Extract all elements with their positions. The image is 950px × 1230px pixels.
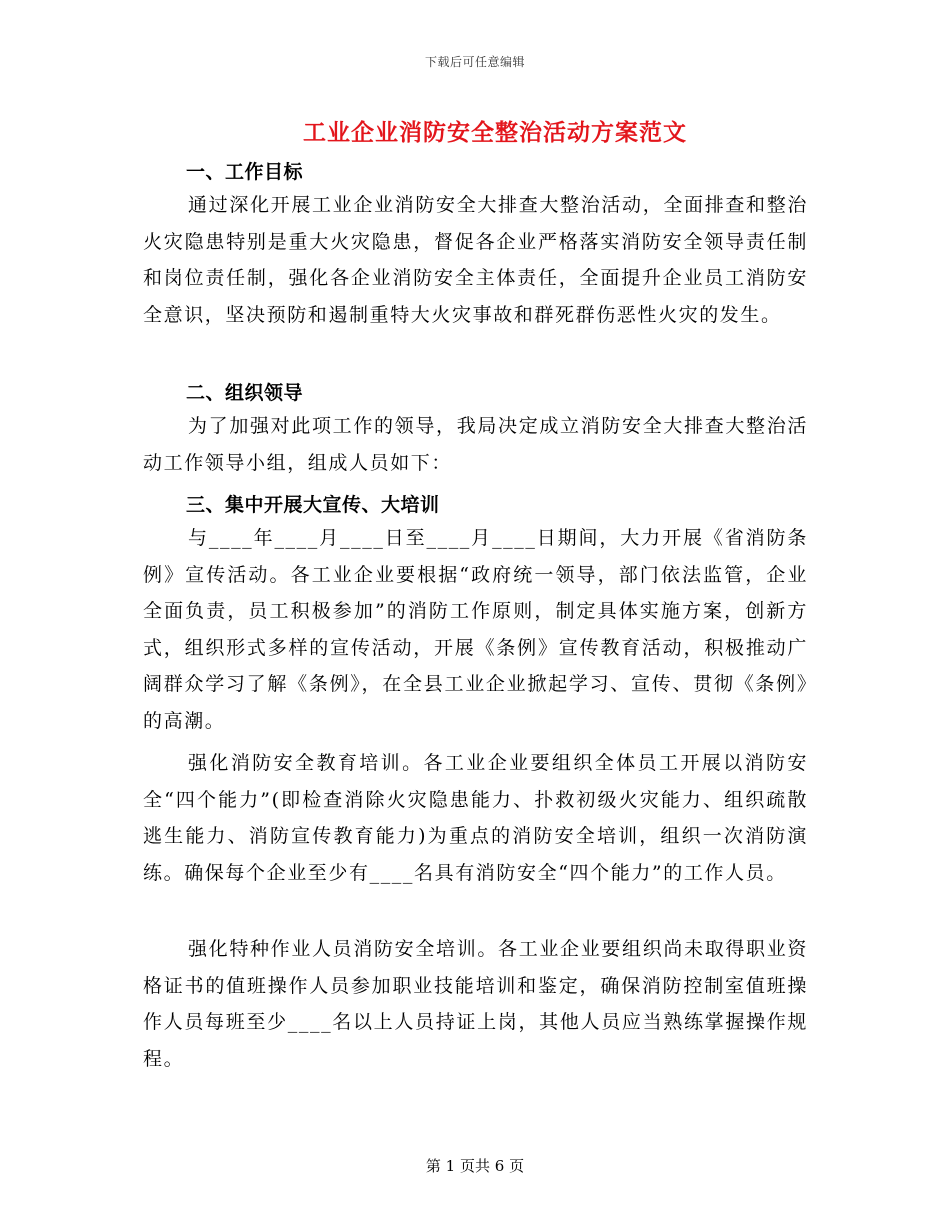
paragraph-special-operators: 强化特种作业人员消防安全培训。各工业企业要组织尚未取得职业资格证书的值班操作人员参加职业技能培训和鉴定，确保消防控制室值班操作人员每班至少____名以上人员持证上岗，其他人员应当熟练掌握操作规程。 — [143, 938, 808, 1070]
section-heading-leadership: 二、组织领导 — [186, 382, 304, 404]
header-note: 下载后可任意编辑 — [424, 55, 525, 69]
section-heading-goals: 一、工作目标 — [186, 161, 304, 183]
paragraph-publicity: 与____年____月____日至____月____日期间，大力开展《省消防条例》宣传活动。各工业企业要根据“政府统一领导，部门依法监管，企业全面负责，员工积极参加”的消防工作原则，制定具体实施方案，创新方式，组织形式多样的宣传活动，开展《条例》宣传教育活动，积极推动广阔群众学习了解《条例》，在全县工业企业掀起学习、宣传、贯彻《条例》的高潮。 — [143, 527, 808, 732]
page-number: 第 1 页共 6 页 — [425, 1157, 525, 1175]
section-heading-publicity: 三、集中开展大宣传、大培训 — [186, 494, 440, 516]
document-title: 工业企业消防安全整治活动方案范文 — [303, 120, 687, 146]
paragraph-education-training: 强化消防安全教育培训。各工业企业要组织全体员工开展以消防安全“四个能力”(即检查消除火灾隐患能力、扑救初级火灾能力、组织疏散逃生能力、消防宣传教育能力)为重点的消防安全培训，组织一次消防演练。确保每个企业至少有____名具有消防安全“四个能力”的工作人员。 — [143, 752, 808, 884]
paragraph-leadership: 为了加强对此项工作的领导，我局决定成立消防安全大排查大整治活动工作领导小组，组成人员如下： — [143, 415, 808, 474]
paragraph-goals: 通过深化开展工业企业消防安全大排查大整治活动，全面排查和整治火灾隐患特别是重大火灾隐患，督促各企业严格落实消防安全领导责任制和岗位责任制，强化各企业消防安全主体责任，全面提升企业员工消防安全意识，坚决预防和遏制重特大火灾事故和群死群伤恶性火灾的发生。 — [143, 194, 808, 326]
